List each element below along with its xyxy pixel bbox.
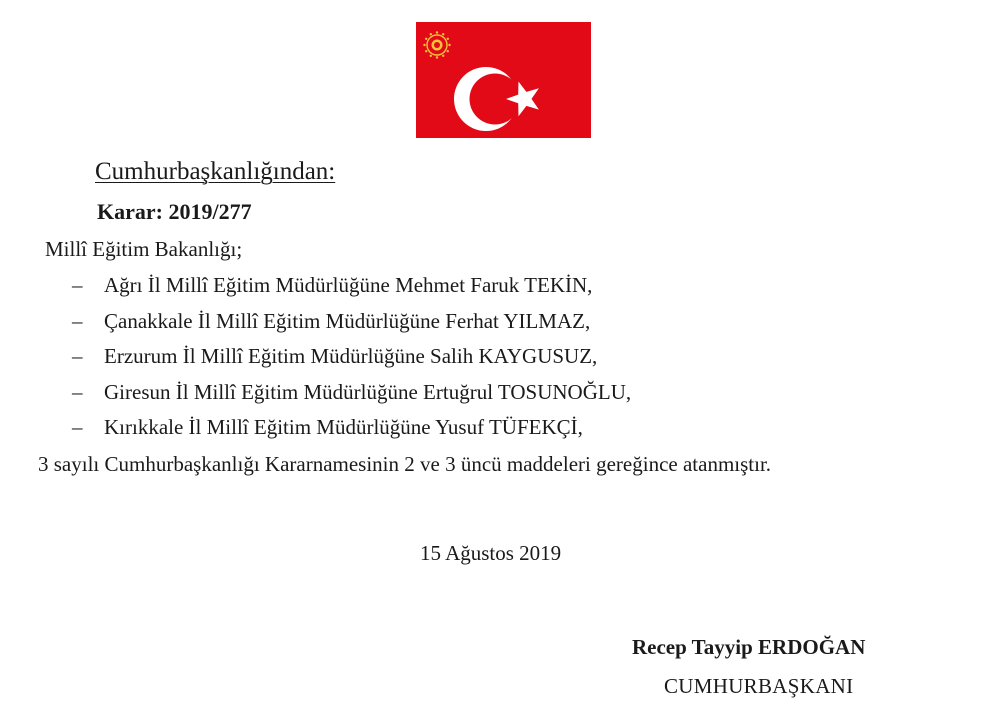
appointment-text: Giresun İl Millî Eğitim Müdürlüğüne Ertuğrul TOSUNOĞLU, [104, 379, 632, 404]
dash-bullet: – [72, 379, 83, 404]
appointment-item [72, 415, 631, 451]
dash-bullet: – [72, 415, 83, 439]
signer-name: Recep Tayyip ERDOĞAN [632, 635, 866, 659]
ministry-name: Millî Eğitim Bakanlığı; [45, 237, 243, 261]
appointment-text: Kırıkkale İl Millî Eğitim Müdürlüğüne Yusuf TÜFEKÇİ, [104, 415, 583, 439]
appointment-list [72, 273, 631, 451]
appointment-item [72, 344, 631, 380]
decision-number: Karar: 2019/277 [97, 199, 252, 224]
dash-bullet: – [72, 308, 83, 333]
appointment-text: Çanakkale İl Millî Eğitim Müdürlüğüne Ferhat YILMAZ, [104, 308, 591, 333]
signer-title: CUMHURBAŞKANI [664, 674, 854, 698]
appointment-item [72, 309, 631, 345]
appointment-item [72, 273, 631, 309]
dash-bullet: – [72, 344, 83, 368]
appointment-item [72, 380, 631, 416]
appointment-text: Erzurum İl Millî Eğitim Müdürlüğüne Salih KAYGUSUZ, [104, 344, 598, 368]
dash-bullet: – [72, 273, 83, 297]
appointment-text: Ağrı İl Millî Eğitim Müdürlüğüne Mehmet Faruk TEKİN, [104, 273, 593, 297]
turkish-flag-icon [416, 22, 591, 138]
issuer-heading: Cumhurbaşkanlığından: [95, 158, 336, 185]
closing-statement: 3 sayılı Cumhurbaşkanlığı Kararnamesinin 2 ve 3 üncü maddeleri gereğince atanmıştır. [38, 452, 772, 476]
decree-date: 15 Ağustos 2019 [420, 541, 562, 565]
